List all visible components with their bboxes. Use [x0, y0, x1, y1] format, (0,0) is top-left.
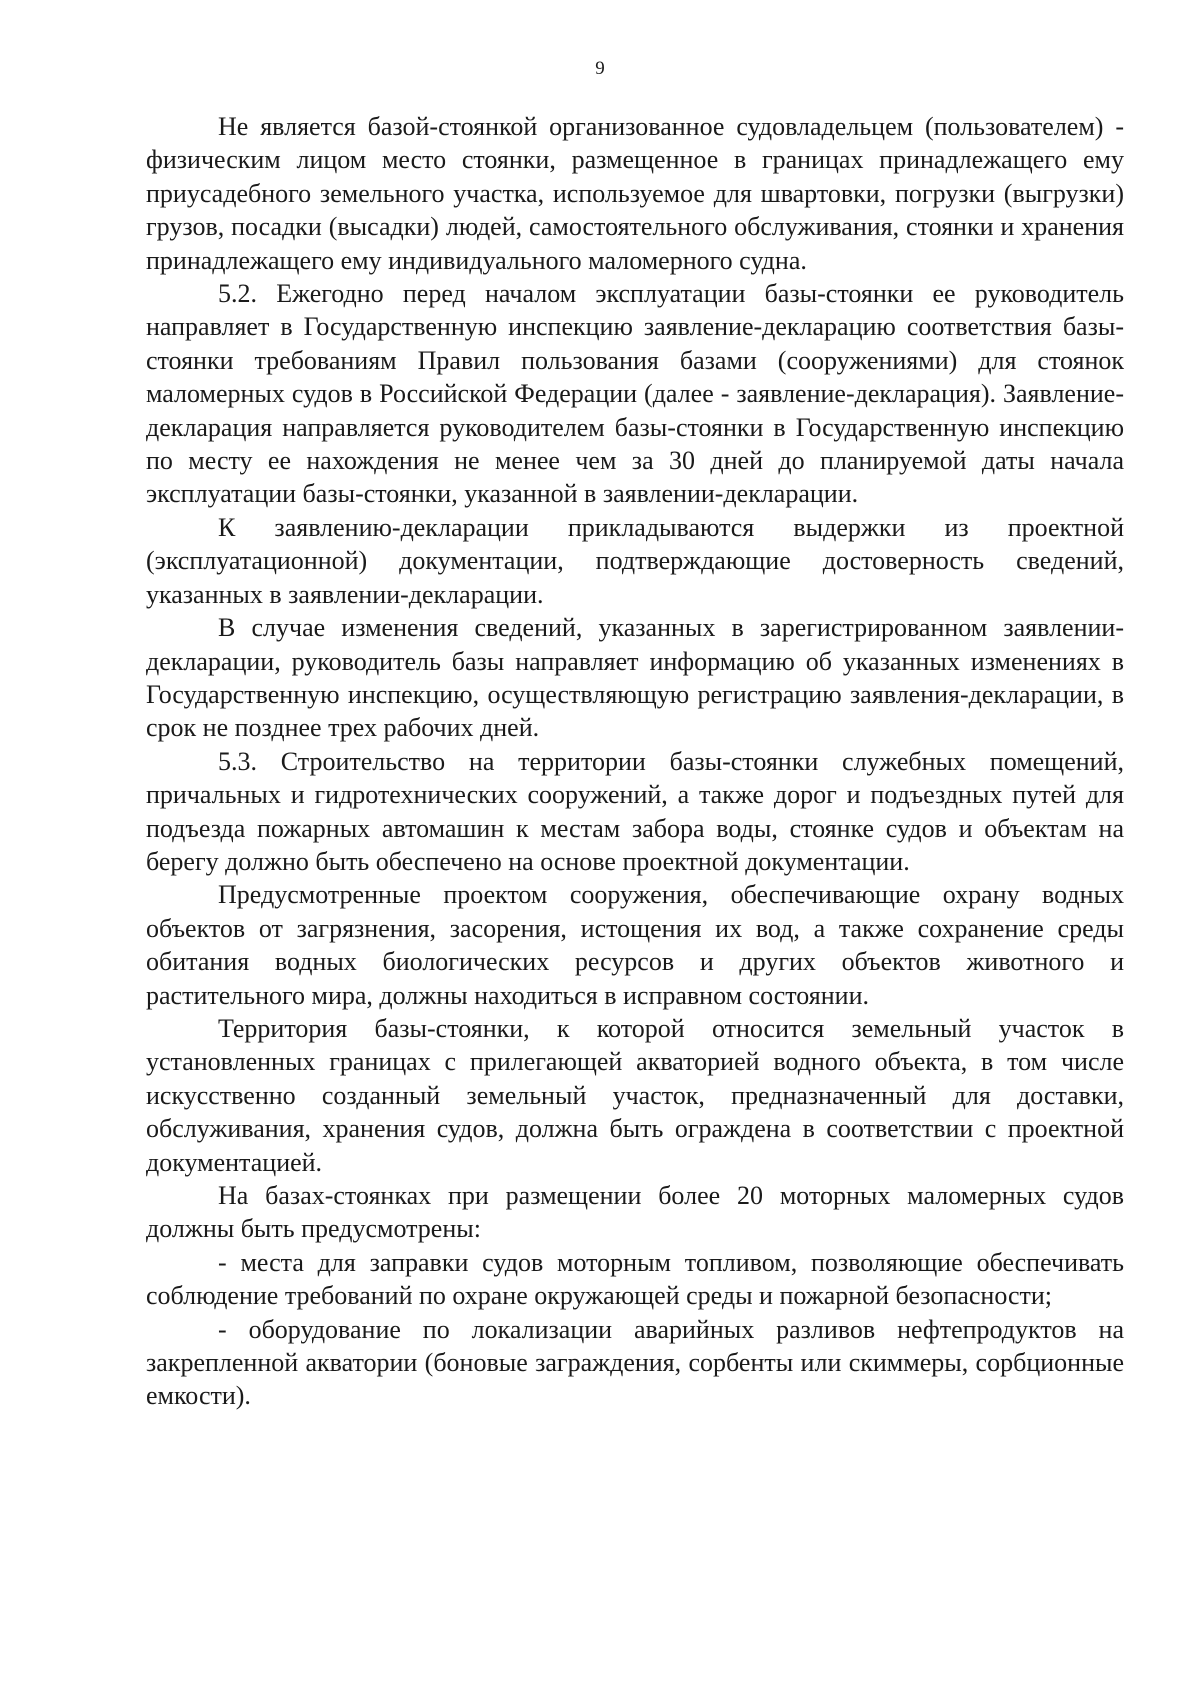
- list-item: - места для заправки судов моторным топливом, позволяющие обеспечивать соблюдение требований по охране окружающей среды и пожарной безопасности;: [146, 1247, 1124, 1311]
- paragraph: На базах-стоянках при размещении более 20 моторных маломерных судов должны быть предусмотрены:: [146, 1181, 1124, 1244]
- paragraph: 5.3. Строительство на территории базы-стоянки служебных помещений, причальных и гидротехнических сооружений, а также дорог и подъездных путей для подъезда пожарных автомашин к местам забора воды, стоянке судов и объектам на берегу должно быть обеспечено на основе проектной документации.: [146, 746, 1124, 876]
- paragraph: 5.2. Ежегодно перед началом эксплуатации базы-стоянки ее руководитель направляет в Государственную инспекцию заявление-декларацию соответствия базы-стоянки требованиям Правил пользования базами (сооружениями) для стоянок маломерных судов в Российской Федерации (далее - заявление-декларация). Заявление-декларация направляется руководителем базы-стоянки в Государственную инспекцию по месту ее нахождения не менее чем за 30 дней до планируемой даты начала эксплуатации базы-стоянки, указанной в заявлении-декларации.: [146, 279, 1124, 509]
- paragraph: В случае изменения сведений, указанных в зарегистрированном заявлении-декларации, руководитель базы направляет информацию об указанных изменениях в Государственную инспекцию, осуществляющую регистрацию заявления-декларации, в срок не позднее трех рабочих дней.: [146, 613, 1124, 743]
- paragraph: Предусмотренные проектом сооружения, обеспечивающие охрану водных объектов от загрязнения, засорения, истощения их вод, а также сохранение среды обитания водных биологических ресурсов и других объектов животного и растительного мира, должны находиться в исправном состоянии.: [146, 880, 1124, 1010]
- paragraph: К заявлению-декларации прикладываются выдержки из проектной (эксплуатационной) документации, подтверждающие достоверность сведений, указанных в заявлении-декларации.: [146, 512, 1124, 609]
- paragraph: Территория базы-стоянки, к которой относится земельный участок в установленных границах с прилегающей акваторией водного объекта, в том числе искусственно созданный земельный участок, предназначенный для доставки, обслуживания, хранения судов, должна быть ограждена в соответствии с проектной документацией.: [146, 1013, 1124, 1177]
- document-body: [146, 110, 1124, 1413]
- list-item: - оборудование по локализации аварийных разливов нефтепродуктов на закрепленной акватории (боновые заграждения, сорбенты или скиммеры, сорбционные емкости).: [146, 1314, 1124, 1411]
- paragraph: Не является базой-стоянкой организованное судовладельцем (пользователем) - физическим лицом место стоянки, размещенное в границах принадлежащего ему приусадебного земельного участка, используемое для швартовки, погрузки (выгрузки) грузов, посадки (высадки) людей, самостоятельного обслуживания, стоянки и хранения принадлежащего ему индивидуального маломерного судна.: [146, 112, 1124, 275]
- page-number: 9: [595, 58, 605, 79]
